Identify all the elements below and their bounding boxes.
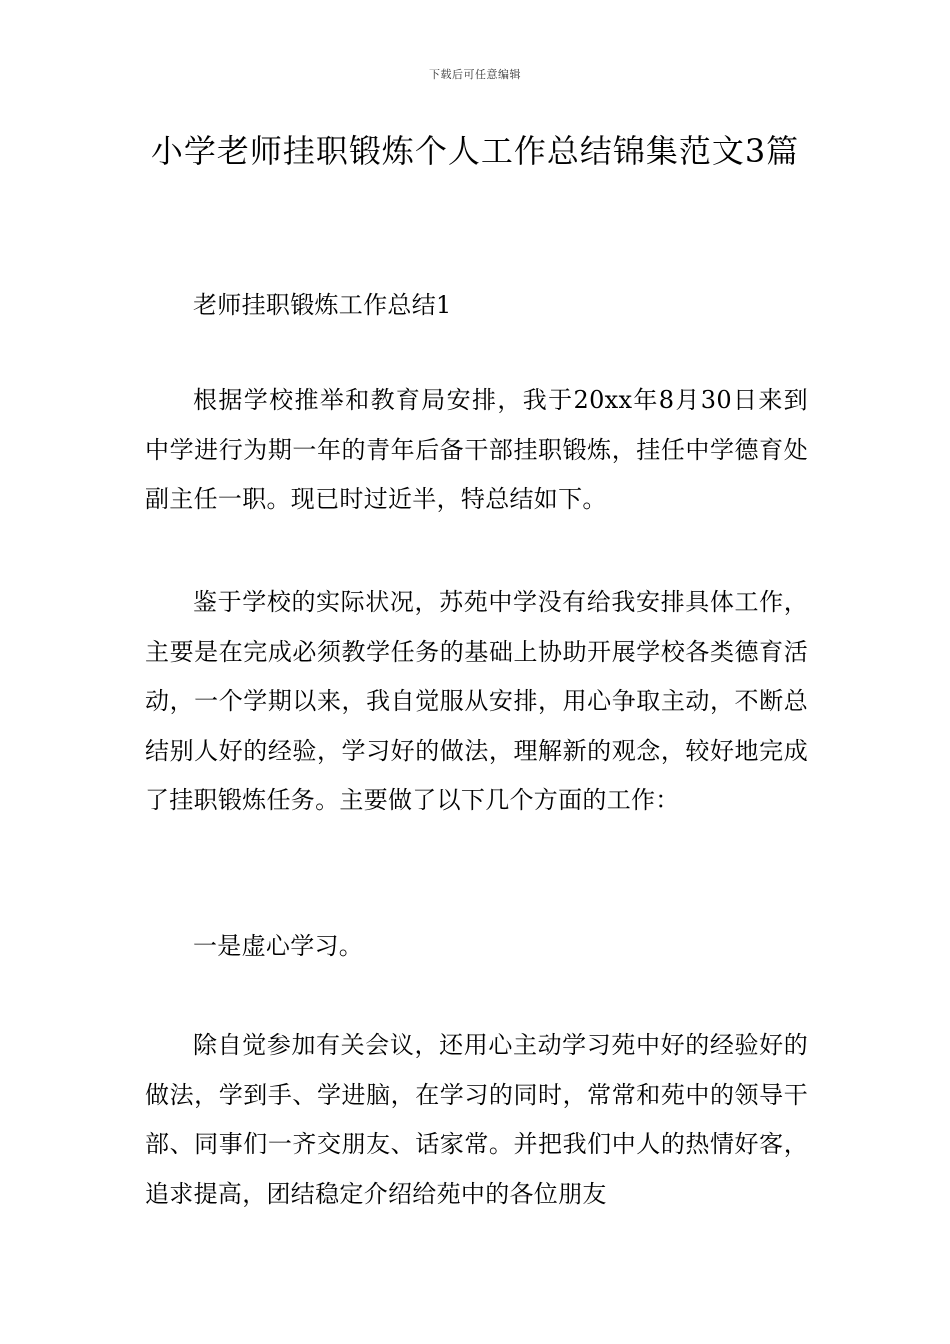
header-note: 下载后可任意编辑 — [429, 68, 521, 81]
body-paragraph: 鉴于学校的实际状况，苏苑中学没有给我安排具体工作，主要是在完成必须教学任务的基础上协助开展学校各类德育活动，一个学期以来，我自觉服从安排，用心争取主动，不断总结别人好的经验，学习好的做法，理解新的观念，较好地完成了挂职锻炼任务。主要做了以下几个方面的工作： — [145, 588, 808, 814]
body-paragraph: 根据学校推举和教育局安排，我于20xx年8月30日来到中学进行为期一年的青年后备干部挂职锻炼，挂任中学德育处副主任一职。现已时过近半，特总结如下。 — [145, 386, 808, 513]
document-title: 小学老师挂职锻炼个人工作总结锦集范文3篇 — [150, 132, 800, 170]
body-paragraph: 除自觉参加有关会议，还用心主动学习苑中好的经验好的做法，学到手、学进脑，在学习的同时，常常和苑中的领导干部、同事们一齐交朋友、话家常。并把我们中人的热情好客，追求提高，团结稳定介绍给苑中的各位朋友 — [145, 1031, 808, 1208]
section-heading: 老师挂职锻炼工作总结1 — [193, 291, 452, 319]
section-heading: 一是虚心学习。 — [193, 932, 364, 960]
